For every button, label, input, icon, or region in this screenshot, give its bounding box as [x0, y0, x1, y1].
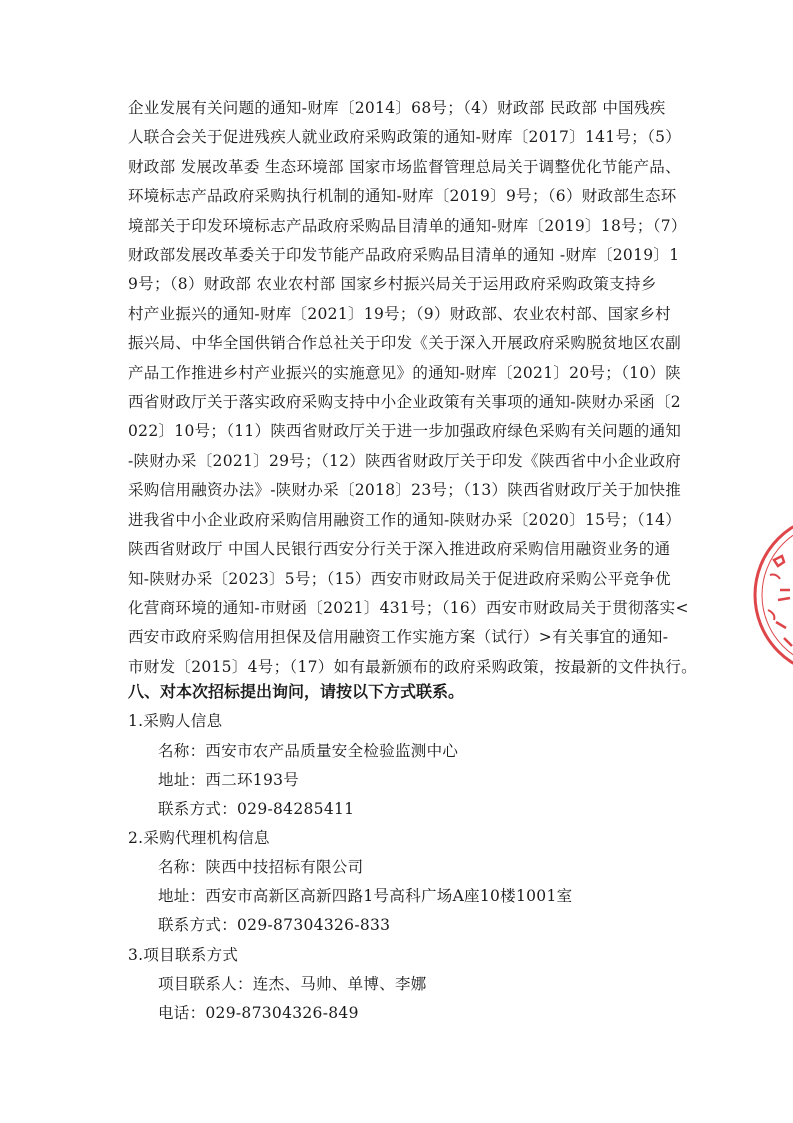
- paragraph-line: 人联合会关于促进残疾人就业政府采购政策的通知-财库〔2017〕141号；（5）: [128, 128, 682, 147]
- paragraph-line: 财政部 发展改革委 生态环境部 国家市场监督管理总局关于调整优化节能产品、: [128, 157, 681, 176]
- company-seal-stamp: [740, 500, 793, 690]
- agency-address: 地址：西安市高新区高新四路1号高科广场A座10楼1001室: [158, 887, 573, 905]
- paragraph-line: 陕西省财政厅 中国人民银行西安分行关于深入推进政府采购信用融资业务的通: [128, 540, 671, 559]
- paragraph-line: 环境标志产品政府采购执行机制的通知-财库〔2019〕9号；（6）财政部生态环: [128, 187, 677, 206]
- paragraph-line: 西安市政府采购信用担保及信用融资工作实施方案（试行）>有关事宜的通知-: [128, 628, 669, 647]
- paragraph-line: 进我省中小企业政府采购信用融资工作的通知-陕财办采〔2020〕15号；（14）: [128, 510, 682, 529]
- agency-name: 名称：陕西中技招标有限公司: [158, 858, 364, 876]
- paragraph-line: 市财发〔2015〕4号；（17）如有最新颁布的政府采购政策，按最新的文件执行。: [128, 657, 697, 676]
- agency-contact: 联系方式：029-87304326-833: [158, 916, 391, 934]
- paragraph-line: 境部关于印发环境标志产品政府采购品目清单的通知-财库〔2019〕18号；（7）: [128, 216, 687, 235]
- paragraph-line: 西省财政厅关于落实政府采购支持中小企业政策有关事项的通知-陕财办采函〔2: [128, 393, 681, 412]
- paragraph-line: 财政部发展改革委关于印发节能产品政府采购品目清单的通知 -财库〔2019〕1: [128, 246, 680, 265]
- paragraph-line: 村产业振兴的通知-财库〔2021〕19号；（9）财政部、农业农村部、国家乡村: [128, 304, 671, 323]
- section-8-heading: 八、对本次招标提出询问，请按以下方式联系。: [128, 682, 465, 701]
- paragraph-line: 产品工作推进乡村产业振兴的实施意见》的通知-财库〔2021〕20号；（10）陕: [128, 363, 682, 382]
- purchaser-info-title: 1.采购人信息: [128, 712, 223, 730]
- paragraph-line: 022〕10号；（11）陕西省财政厅关于进一步加强政府绿色采购有关问题的通知: [128, 422, 682, 441]
- project-contact-title: 3.项目联系方式: [128, 946, 239, 964]
- purchaser-address: 地址：西二环193号: [158, 771, 300, 789]
- regulations-paragraph: [128, 94, 697, 682]
- paragraph-line: 振兴局、中华全国供销合作总社关于印发《关于深入开展政府采购脱贫地区农副: [128, 334, 682, 353]
- purchaser-contact: 联系方式：029-84285411: [158, 800, 355, 818]
- agency-info-title: 2.采购代理机构信息: [128, 829, 270, 847]
- paragraph-line: 9号；（8）财政部 农业农村部 国家乡村振兴局关于运用政府采购政策支持乡: [128, 275, 657, 294]
- paragraph-line: -陕财办采〔2021〕29号；（12）陕西省财政厅关于印发《陕西省中小企业政府: [128, 451, 682, 470]
- paragraph-line: 化营商环境的通知-市财函〔2021〕431号；（16）西安市财政局关于贯彻落实<: [128, 598, 689, 617]
- paragraph-line: 采购信用融资办法》-陕财办采〔2018〕23号；（13）陕西省财政厅关于加快推: [128, 481, 682, 500]
- project-contact-people: 项目联系人：连杰、马帅、单博、李娜: [158, 975, 427, 993]
- project-contact-phone: 电话：029-87304326-849: [158, 1004, 359, 1022]
- paragraph-line: 企业发展有关问题的通知-财库〔2014〕68号；（4）财政部 民政部 中国残疾: [128, 99, 666, 117]
- purchaser-name: 名称：西安市农产品质量安全检验监测中心: [158, 742, 459, 760]
- paragraph-line: 知-陕财办采〔2023〕5号；（15）西安市财政局关于促进政府采购公平竞争优: [128, 569, 671, 588]
